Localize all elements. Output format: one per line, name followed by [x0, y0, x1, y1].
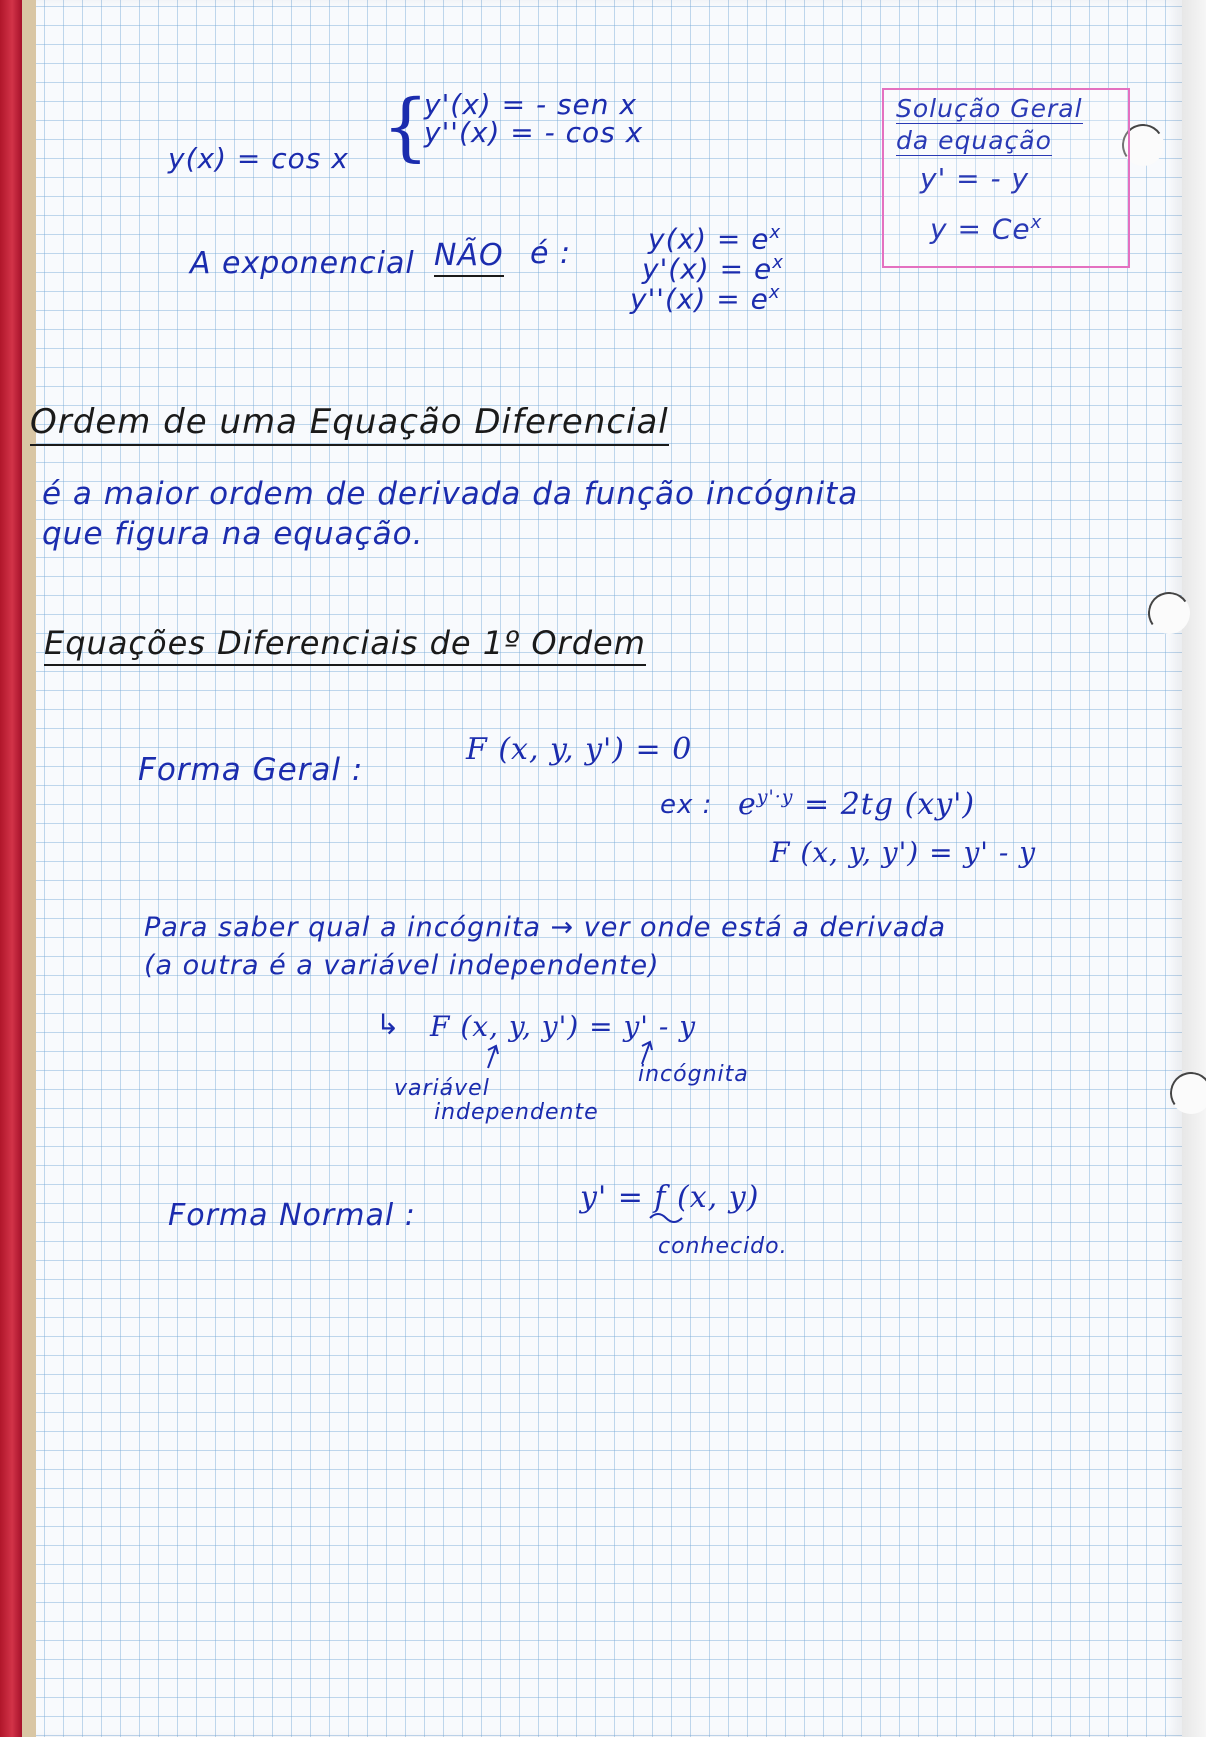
first-derivative: y'(x) = - sen x	[424, 88, 637, 121]
exp-function-exponent: x	[769, 222, 782, 243]
example-base: e	[738, 787, 757, 822]
exponential-nao: NÃO	[434, 238, 504, 277]
label-variable: variável	[394, 1076, 490, 1101]
example-label: ex :	[660, 790, 713, 820]
example-power: y'·y	[756, 786, 794, 808]
order-definition-line1: é a maior ordem de derivada da função incógnita	[42, 476, 859, 512]
label-unknown: incógnita	[638, 1062, 749, 1087]
exponential-prefix: A exponencial	[190, 246, 415, 281]
exp-first-derivative-exponent: x	[772, 252, 784, 273]
exp-second-derivative-base: y''(x) = e	[630, 282, 769, 316]
solution-title-line1: Solução Geral	[896, 94, 1083, 123]
arrow-equation: F (x, y, y') = y' - y	[430, 1010, 697, 1043]
exponential-suffix: é :	[530, 236, 572, 271]
solution-result-base: y = Ce	[930, 212, 1031, 246]
order-title: Ordem de uma Equação Diferencial	[30, 402, 669, 446]
note-line1: Para saber qual a incógnita → ver onde está a derivada	[144, 912, 947, 943]
note-line2: (a outra é a variável independente)	[144, 950, 660, 981]
first-order-title: Equações Diferenciais de 1º Ordem	[44, 624, 646, 666]
normal-form-label: Forma Normal :	[168, 1198, 416, 1233]
solution-result-exponent: x	[1030, 212, 1043, 233]
second-derivative: y''(x) = - cos x	[424, 116, 644, 149]
example-rhs: = 2tg (xy')	[804, 787, 976, 822]
general-form-label: Forma Geral :	[138, 752, 364, 788]
hook-arrow-icon: ↳	[376, 1008, 401, 1041]
exp-second-derivative-exponent: x	[768, 282, 781, 303]
example-F: F (x, y, y') = y' - y	[770, 836, 1037, 869]
curly-brace: {	[382, 84, 430, 170]
solution-equation: y' = - y	[920, 162, 1030, 195]
exp-first-derivative-base: y'(x) = e	[642, 252, 773, 286]
solution-title-line2: da equação	[896, 126, 1052, 155]
known-note: conhecido.	[658, 1234, 788, 1259]
order-definition-line2: que figura na equação.	[42, 516, 424, 552]
general-form-equation: F (x, y, y') = 0	[466, 732, 693, 767]
label-independent: independente	[434, 1100, 599, 1125]
underbrace-icon	[650, 1214, 682, 1222]
normal-form-equation: y' = f (x, y)	[580, 1180, 760, 1215]
exp-function-base: y(x) = e	[648, 222, 770, 256]
cos-function: y(x) = cos x	[168, 142, 349, 175]
